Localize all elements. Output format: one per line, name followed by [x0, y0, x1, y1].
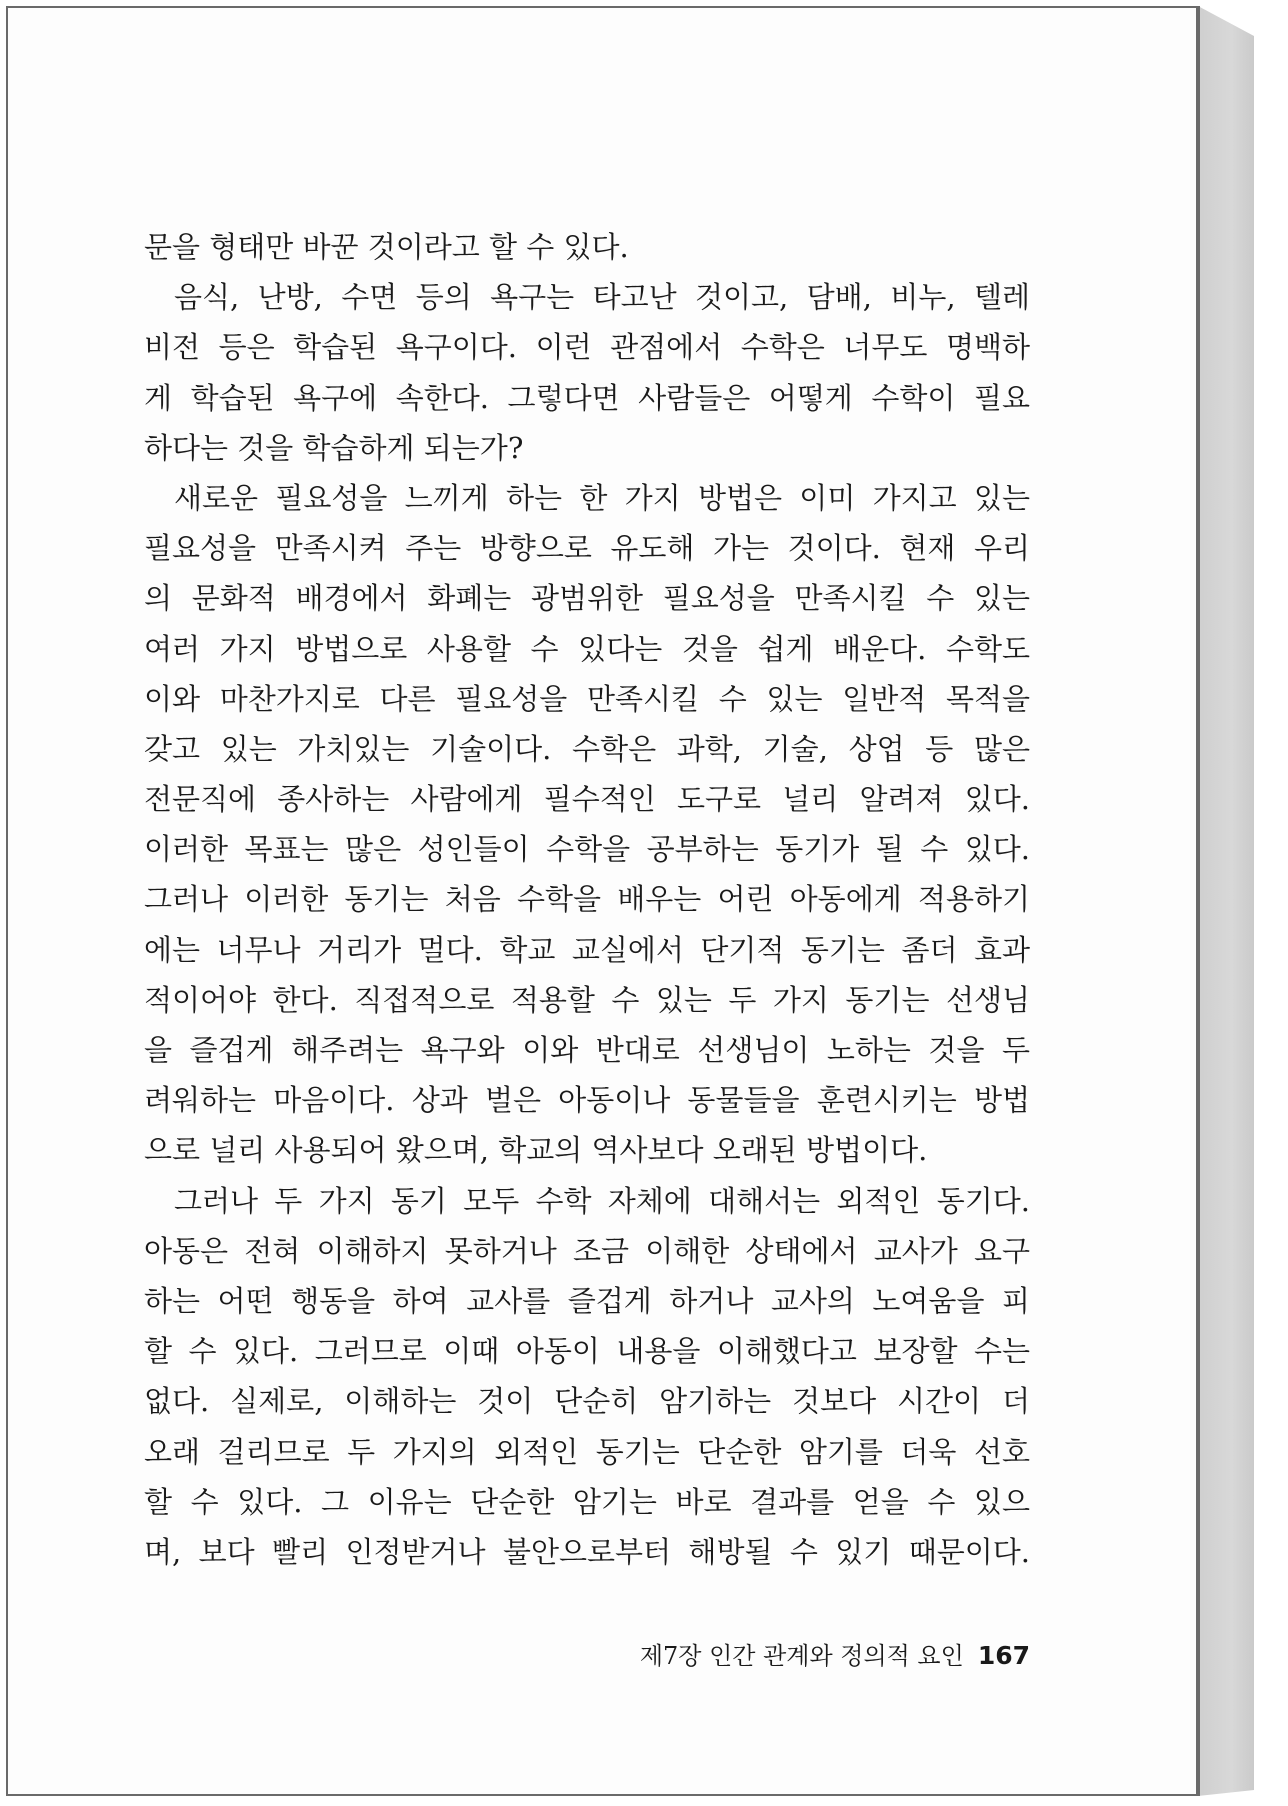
text-line: 없다. 실제로, 이해하는 것이 단순히 암기하는 것보다 시간이 더	[144, 1384, 1030, 1419]
chapter-title: 제7장 인간 관계와 정의적 요인	[639, 1642, 964, 1670]
running-footer	[600, 1636, 1030, 1686]
text-line: 을 즐겁게 해주려는 욕구와 이와 반대로 선생님이 노하는 것을 두	[144, 1033, 1030, 1067]
text-line: 필요성을 만족시켜 주는 방향으로 유도해 가는 것이다. 현재 우리	[144, 531, 1030, 566]
text-line: 음식, 난방, 수면 등의 욕구는 타고난 것이고, 담배, 비누, 텔레	[174, 280, 1030, 315]
text-line: 갖고 있는 가치있는 기술이다. 수학은 과학, 기술, 상업 등 많은	[144, 731, 1030, 766]
text-line: 비전 등은 학습된 욕구이다. 이런 관점에서 수학은 너무도 명백하	[144, 330, 1030, 365]
text-line: 새로운 필요성을 느끼게 하는 한 가지 방법은 이미 가지고 있는	[174, 480, 1030, 515]
text-line: 할 수 있다. 그러므로 이때 아동이 내용을 이해했다고 보장할 수는	[144, 1334, 1030, 1369]
page-edge-line	[1198, 6, 1200, 1796]
text-line: 의 문화적 배경에서 화폐는 광범위한 필요성을 만족시킬 수 있는	[144, 581, 1030, 616]
text-line: 게 학습된 욕구에 속한다. 그렇다면 사람들은 어떻게 수학이 필요	[144, 380, 1030, 415]
text-line: 으로 널리 사용되어 왔으며, 학교의 역사보다 오래된 방법이다.	[144, 1133, 928, 1168]
text-line: 아동은 전혀 이해하지 못하거나 조금 이해한 상태에서 교사가 요구	[144, 1233, 1030, 1268]
text-line: 하다는 것을 학습하게 되는가?	[144, 430, 524, 465]
text-line: 그러나 두 가지 동기 모두 수학 자체에 대해서는 외적인 동기다.	[174, 1183, 1030, 1218]
text-line: 여러 가지 방법으로 사용할 수 있다는 것을 쉽게 배운다. 수학도	[144, 631, 1030, 666]
text-line: 하는 어떤 행동을 하여 교사를 즐겁게 하거나 교사의 노여움을 피	[144, 1283, 1030, 1318]
text-line: 전문직에 종사하는 사람에게 필수적인 도구로 널리 알려져 있다.	[144, 782, 1030, 817]
text-line: 이러한 목표는 많은 성인들이 수학을 공부하는 동기가 될 수 있다.	[144, 832, 1030, 867]
text-line: 며, 보다 빨리 인정받거나 불안으로부터 해방될 수 있기 때문이다.	[144, 1534, 1030, 1569]
text-line: 할 수 있다. 그 이유는 단순한 암기는 바로 결과를 얻을 수 있으	[144, 1484, 1030, 1519]
page-number: 167	[977, 1641, 1030, 1670]
page-edge-shadow	[1198, 6, 1254, 1796]
text-line: 문을 형태만 바꾼 것이라고 할 수 있다.	[144, 230, 629, 264]
text-line: 려워하는 마음이다. 상과 벌은 아동이나 동물들을 훈련시키는 방법	[144, 1083, 1030, 1118]
text-line: 그러나 이러한 동기는 처음 수학을 배우는 어린 아동에게 적용하기	[144, 882, 1030, 917]
body-text	[144, 222, 1030, 1577]
text-line: 에는 너무나 거리가 멀다. 학교 교실에서 단기적 동기는 좀더 효과	[144, 932, 1030, 967]
text-line: 적이어야 한다. 직접적으로 적용할 수 있는 두 가지 동기는 선생님	[144, 982, 1030, 1017]
text-line: 오래 걸리므로 두 가지의 외적인 동기는 단순한 암기를 더욱 선호	[144, 1434, 1030, 1469]
text-line: 이와 마찬가지로 다른 필요성을 만족시킬 수 있는 일반적 목적을	[144, 681, 1030, 716]
